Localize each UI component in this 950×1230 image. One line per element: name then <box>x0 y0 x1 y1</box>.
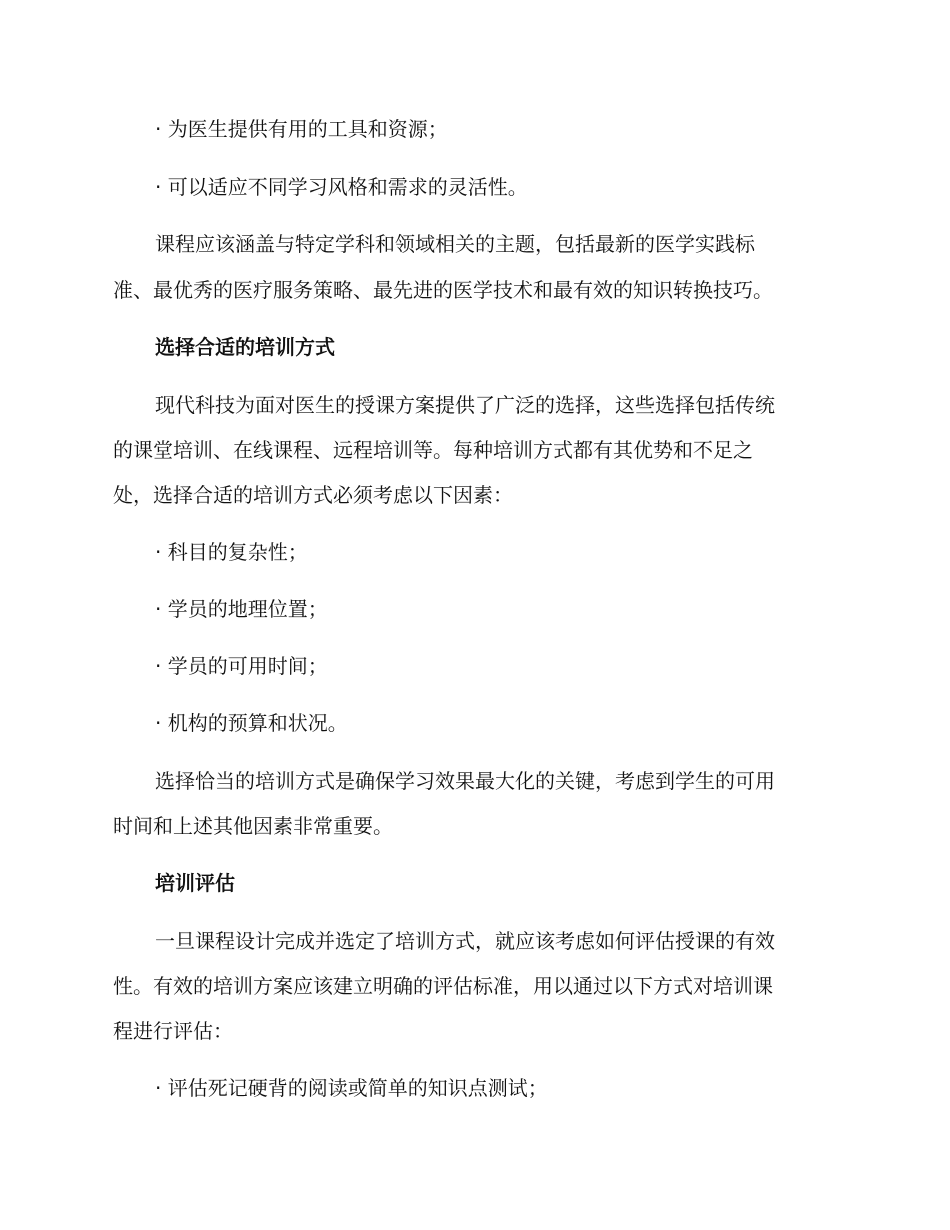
list-item-rote-test: · 评估死记硬背的阅读或简单的知识点测试； <box>155 1076 548 1100</box>
paragraph-choose-line-2: 时间和上述其他因素非常重要。 <box>113 814 393 838</box>
paragraph-method-line-3: 处，选择合适的培训方式必须考虑以下因素： <box>113 483 513 507</box>
list-item-budget: · 机构的预算和状况。 <box>155 711 348 735</box>
paragraph-method-line-1: 现代科技为面对医生的授课方案提供了广泛的选择，这些选择包括传统 <box>155 393 775 417</box>
paragraph-course-line-2: 准、最优秀的医疗服务策略、最先进的医学技术和最有效的知识转换技巧。 <box>113 278 773 302</box>
list-item-complexity: · 科目的复杂性； <box>155 540 308 564</box>
section-heading-evaluation: 培训评估 <box>155 871 235 895</box>
section-heading-training-method: 选择合适的培训方式 <box>155 335 335 359</box>
paragraph-method-line-2: 的课堂培训、在线课程、远程培训等。每种培训方式都有其优势和不足之 <box>113 438 753 462</box>
paragraph-eval-line-1: 一旦课程设计完成并选定了培训方式，就应该考虑如何评估授课的有效 <box>155 929 775 953</box>
paragraph-choose-line-1: 选择恰当的培训方式是确保学习效果最大化的关键，考虑到学生的可用 <box>155 769 775 793</box>
list-item-tools: · 为医生提供有用的工具和资源； <box>155 117 448 141</box>
list-item-flexibility: · 可以适应不同学习风格和需求的灵活性。 <box>155 175 528 199</box>
list-item-time: · 学员的可用时间； <box>155 654 328 678</box>
paragraph-eval-line-3: 程进行评估： <box>113 1019 233 1043</box>
list-item-location: · 学员的地理位置； <box>155 597 328 621</box>
paragraph-course-line-1: 课程应该涵盖与特定学科和领域相关的主题，包括最新的医学实践标 <box>155 232 755 256</box>
paragraph-eval-line-2: 性。有效的培训方案应该建立明确的评估标准，用以通过以下方式对培训课 <box>113 974 773 998</box>
